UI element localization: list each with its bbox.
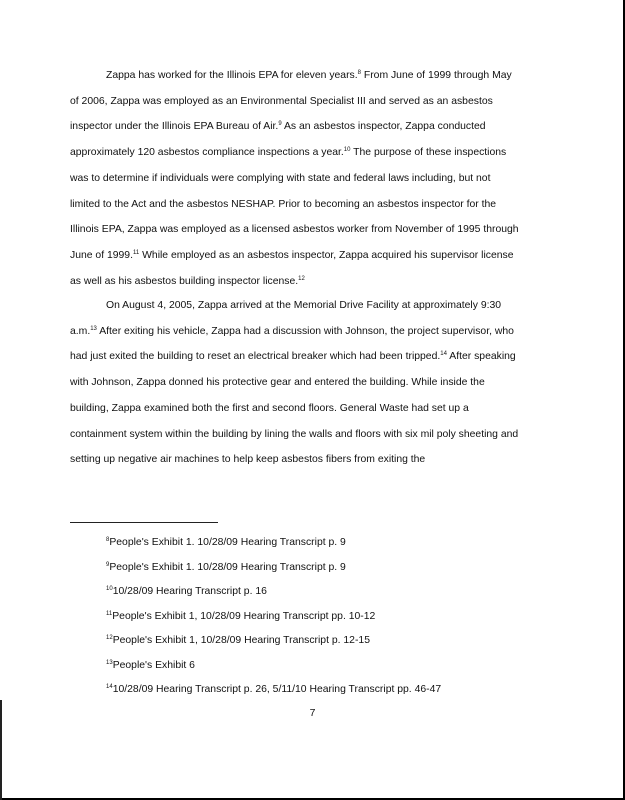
paragraph-text: From June of 1999 through May of 2006, Zappa was employed as an Environmental Specialist III and served as an asbestos inspector under the Illinois EPA Bureau of Air. [70, 70, 512, 133]
paragraph-text: On August 4, 2005, Zappa arrived at the Memorial Drive Facility at approximately 9:30 a.m. [70, 300, 502, 337]
footnote-number: 11 [106, 610, 113, 617]
footnote-ref: 12 [298, 275, 305, 282]
scan-edge-left [0, 700, 2, 800]
paragraph-text: As an asbestos inspector, Zappa conducted approximately 120 asbestos compliance inspections a year. [70, 121, 486, 159]
footnote [106, 561, 346, 574]
footnote-ref: 10 [343, 147, 351, 154]
footnote-text: People's Exhibit 6 [112, 659, 195, 671]
footnote [106, 610, 375, 623]
footnote-ref: 13 [90, 325, 97, 332]
paragraph-text: The purpose of these inspections was to determine if individuals were complying with state and federal laws including, but not limited to the Act and the asbestos NESHAP. Prior to becoming an asbestos inspector for the Illinois EPA, Zappa was employed as a licensed asbestos worker from November of 1995 through June of 1999. [70, 147, 519, 261]
footnote [106, 536, 346, 549]
paragraph-text: While employed as an asbestos inspector, Zappa acquired his supervisor license as well as his asbestos building inspector license. [70, 249, 514, 287]
footnote [106, 659, 195, 672]
footnote [106, 683, 441, 696]
body-paragraph [70, 293, 520, 473]
footnote-separator [70, 522, 218, 523]
page-number: 7 [309, 708, 316, 719]
footnote-text: 10/28/09 Hearing Transcript p. 26, 5/11/10 Hearing Transcript pp. 46-47 [112, 684, 442, 695]
footnote [106, 585, 267, 598]
paragraph-text: Zappa has worked for the Illinois EPA for eleven years. [106, 70, 358, 81]
footnote-number: 14 [106, 684, 113, 690]
footnote-number: 8 [106, 537, 110, 543]
footnote [106, 634, 370, 647]
footnote-number: 10 [106, 586, 113, 592]
paragraph-text: After exiting his vehicle, Zappa had a discussion with Johnson, the project supervisor, who had just exited the building to reset an electrical breaker which had been tripped. [70, 325, 514, 363]
footnote-ref: 11 [132, 249, 140, 256]
paragraph-text: After speaking with Johnson, Zappa donned his protective gear and entered the building. While inside the building, Zappa examined both the first and second floors. General Waste had set up a containment system within the building by lining the walls and floors with six mil poly sheeting and setting up negative air machines to help keep asbestos fibers from exiting the [70, 351, 519, 466]
body-paragraph [70, 63, 520, 294]
footnote-text: People's Exhibit 1. 10/28/09 Hearing Transcript p. 9 [109, 537, 346, 548]
footnote-number: 9 [106, 561, 110, 568]
footnote-text: People's Exhibit 1. 10/28/09 Hearing Transcript p. 9 [109, 561, 346, 573]
footnote-ref: 14 [440, 351, 447, 358]
footnote-number: 12 [106, 635, 113, 641]
footnote-number: 13 [106, 659, 113, 666]
footnote-text: People's Exhibit 1, 10/28/09 Hearing Transcript pp. 10-12 [112, 610, 376, 622]
footnote-text: People's Exhibit 1, 10/28/09 Hearing Transcript p. 12-15 [112, 635, 370, 646]
footnote-ref: 8 [357, 70, 361, 76]
footnote-text: 10/28/09 Hearing Transcript p. 16 [112, 586, 267, 597]
footnote-ref: 9 [278, 121, 282, 128]
